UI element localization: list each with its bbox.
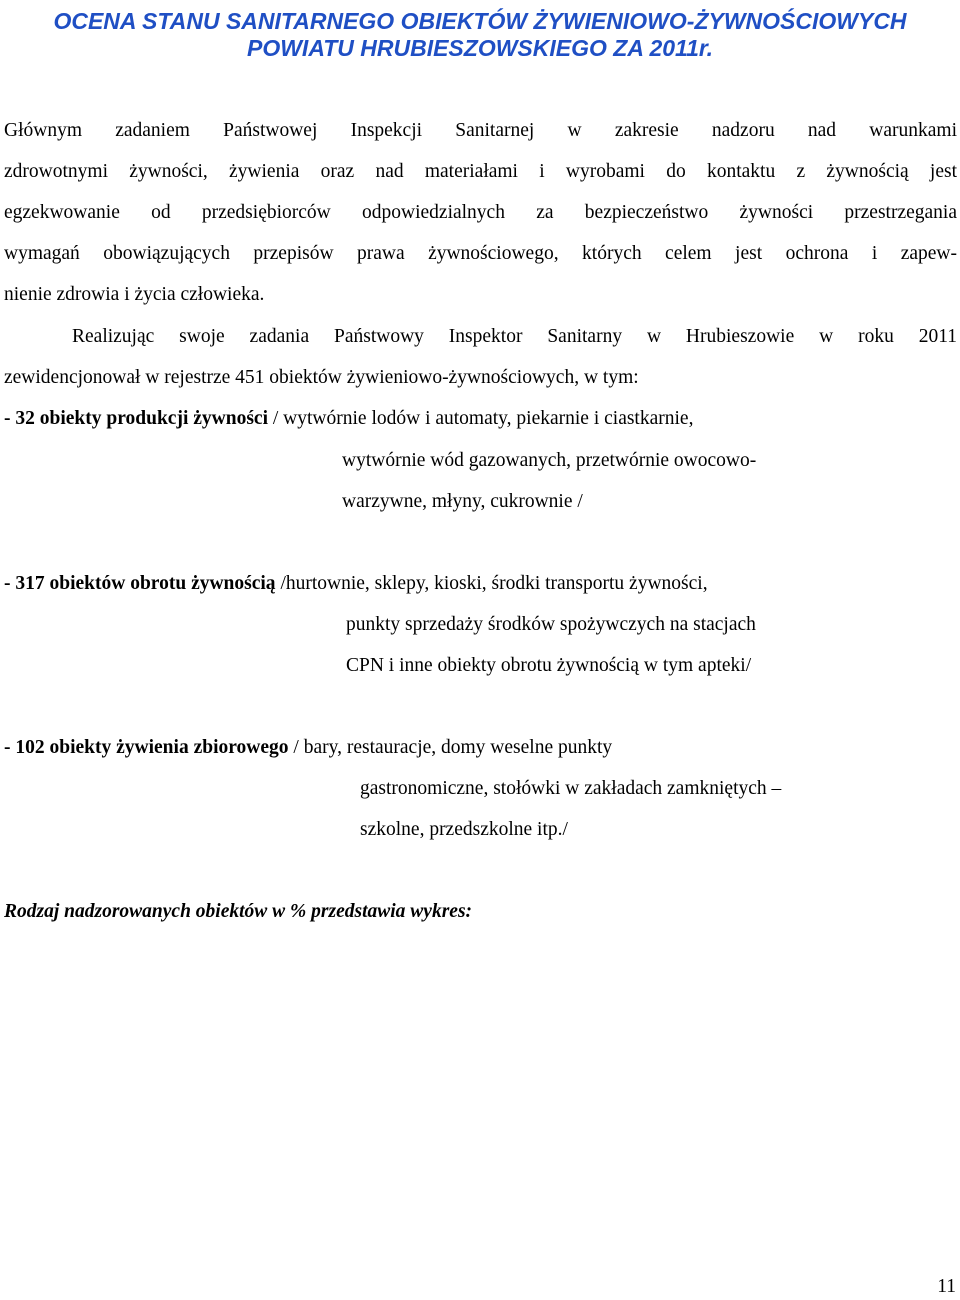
intro-line-4: wymagań obowiązujących przepisów prawa żywnościowego, których celem jest ochrona i zapew- (4, 243, 957, 264)
para2-line-1: Realizując swoje zadania Państwowy Inspektor Sanitarny w Hrubieszowie w roku 2011 (72, 326, 957, 347)
item-trade-desc: /hurtownie, sklepy, kioski, środki transportu żywności, (275, 573, 708, 594)
item-catering-cont-2: szkolne, przedszkolne itp./ (360, 819, 568, 840)
item-production (4, 407, 693, 431)
item-catering (4, 736, 612, 760)
item-production-count: - 32 obiekty produkcji żywności (4, 408, 268, 429)
item-trade (4, 572, 708, 596)
item-production-cont-1: wytwórnie wód gazowanych, przetwórnie owocowo- (342, 450, 757, 471)
item-catering-cont-1: gastronomiczne, stołówki w zakładach zamkniętych – (360, 778, 782, 799)
intro-line-1: Głównym zadaniem Państwowej Inspekcji Sanitarnej w zakresie nadzoru nad warunkami (4, 120, 957, 141)
page-number: 11 (937, 1276, 956, 1297)
item-production-cont-2: warzywne, młyny, cukrownie / (342, 491, 583, 512)
item-trade-count: - 317 obiektów obrotu żywnością (4, 573, 276, 594)
item-catering-desc: / bary, restauracje, domy weselne punkty (288, 737, 613, 758)
item-production-desc: / wytwórnie lodów i automaty, piekarnie i ciastkarnie, (268, 408, 694, 429)
document-title (0, 8, 960, 62)
chart-caption: Rodzaj nadzorowanych obiektów w % przedstawia wykres: (4, 901, 473, 922)
item-trade-cont-2: CPN i inne obiekty obrotu żywnością w tym apteki/ (346, 655, 752, 676)
intro-line-5: nienie zdrowia i życia człowieka. (4, 284, 265, 305)
intro-line-2: zdrowotnymi żywności, żywienia oraz nad materiałami i wyrobami do kontaktu z żywnością jest (4, 161, 957, 182)
intro-line-3: egzekwowanie od przedsiębiorców odpowiedzialnych za bezpieczeństwo żywności przestrzegania (4, 202, 957, 223)
para2-line-2: zewidencjonował w rejestrze 451 obiektów żywieniowo-żywnościowych, w tym: (4, 367, 639, 388)
item-trade-cont-1: punkty sprzedaży środków spożywczych na stacjach (346, 614, 756, 635)
document-title-line-2: POWIATU HRUBIESZOWSKIEGO ZA 2011r. (246, 35, 714, 61)
item-catering-count: - 102 obiekty żywienia zbiorowego (4, 737, 289, 758)
document-title-line-1: OCENA STANU SANITARNEGO OBIEKTÓW ŻYWIENIOWO-ŻYWNOŚCIOWYCH (53, 8, 907, 34)
